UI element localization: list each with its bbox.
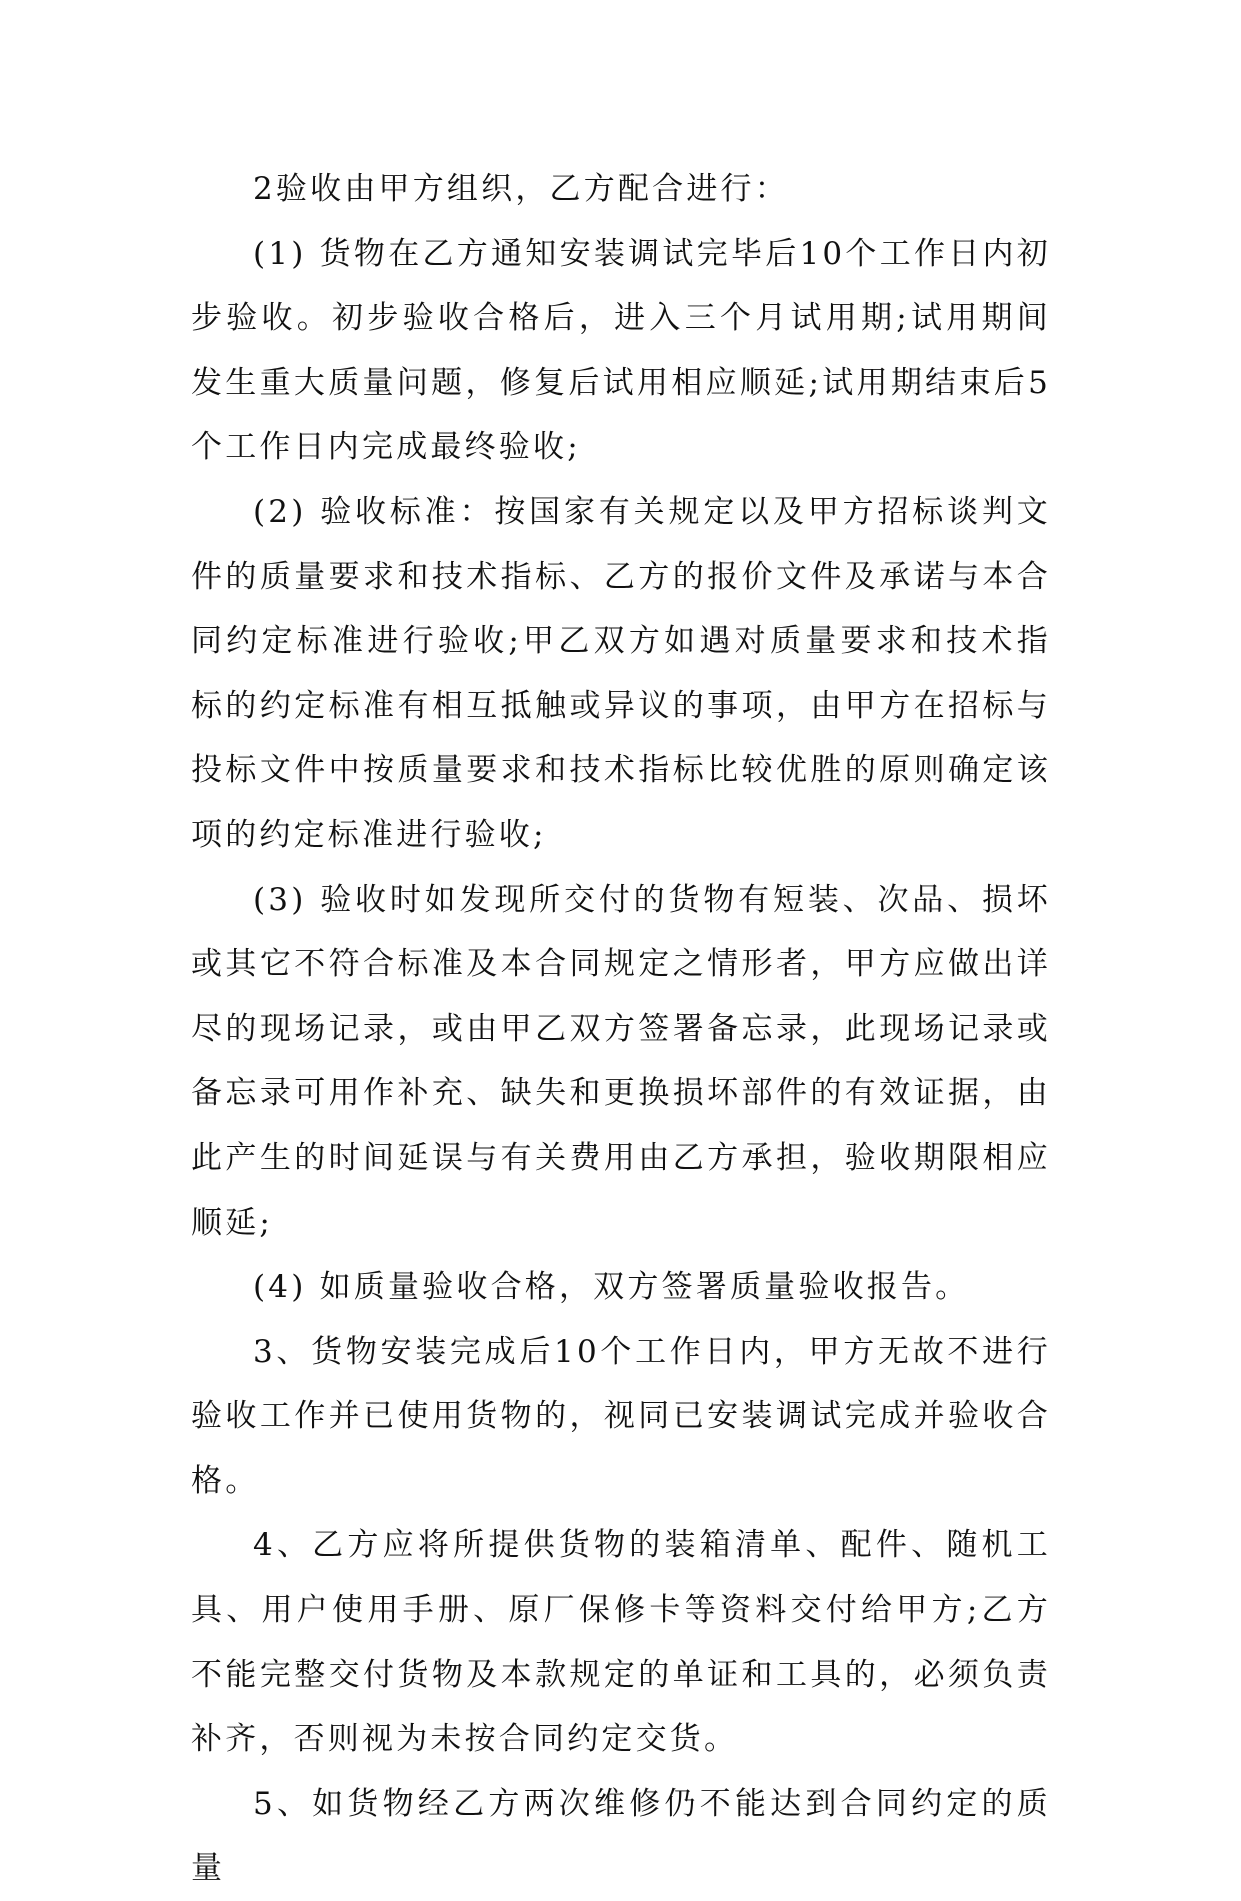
paragraph-clause-2-acceptance-standard: (2) 验收标准：按国家有关规定以及甲方招标谈判文件的质量要求和技术指标、乙方的报价文件及承诺与本合同约定标准进行验收;甲乙双方如遇对质量要求和技术指标的约定标准有相互抵触或异议的事项，由甲方在招标与投标文件中按质量要求和技术指标比较优胜的原则确定该项的约定标准进行验收; <box>191 493 1051 853</box>
paragraph-acceptance-organization: 2验收由甲方组织，乙方配合进行： <box>253 171 789 207</box>
paragraph-clause-4-acceptance-report: (4) 如质量验收合格，双方签署质量验收报告。 <box>253 1269 970 1306</box>
paragraph-clause-1-preliminary-acceptance: (1) 货物在乙方通知安装调试完毕后10个工作日内初步验收。初步验收合格后，进入三个月试用期;试用期间发生重大质量问题，修复后试用相应顺延;试用期结束后5个工作日内完成最终验收; <box>191 235 1051 466</box>
paragraph-item-3-deemed-acceptance: 3、货物安装完成后10个工作日内，甲方无故不进行验收工作并已使用货物的，视同已安装调试完成并验收合格。 <box>191 1333 1051 1499</box>
paragraph-clause-3-defect-handling: (3) 验收时如发现所交付的货物有短装、次品、损坏或其它不符合标准及本合同规定之情形者，甲方应做出详尽的现场记录，或由甲乙双方签署备忘录，此现场记录或备忘录可用作补充、缺失和更换损坏部件的有效证据，由此产生的时间延误与有关费用由乙方承担，验收期限相应顺延; <box>191 881 1051 1241</box>
document-body <box>191 157 1051 1901</box>
paragraph-item-5-repair-failure: 5、如货物经乙方两次维修仍不能达到合同约定的质量 <box>191 1785 1051 1887</box>
paragraph-item-4-delivery-documents: 4、乙方应将所提供货物的装箱清单、配件、随机工具、用户使用手册、原厂保修卡等资料交付给甲方;乙方不能完整交付货物及本款规定的单证和工具的，必须负责补齐，否则视为未按合同约定交货。 <box>191 1527 1051 1758</box>
